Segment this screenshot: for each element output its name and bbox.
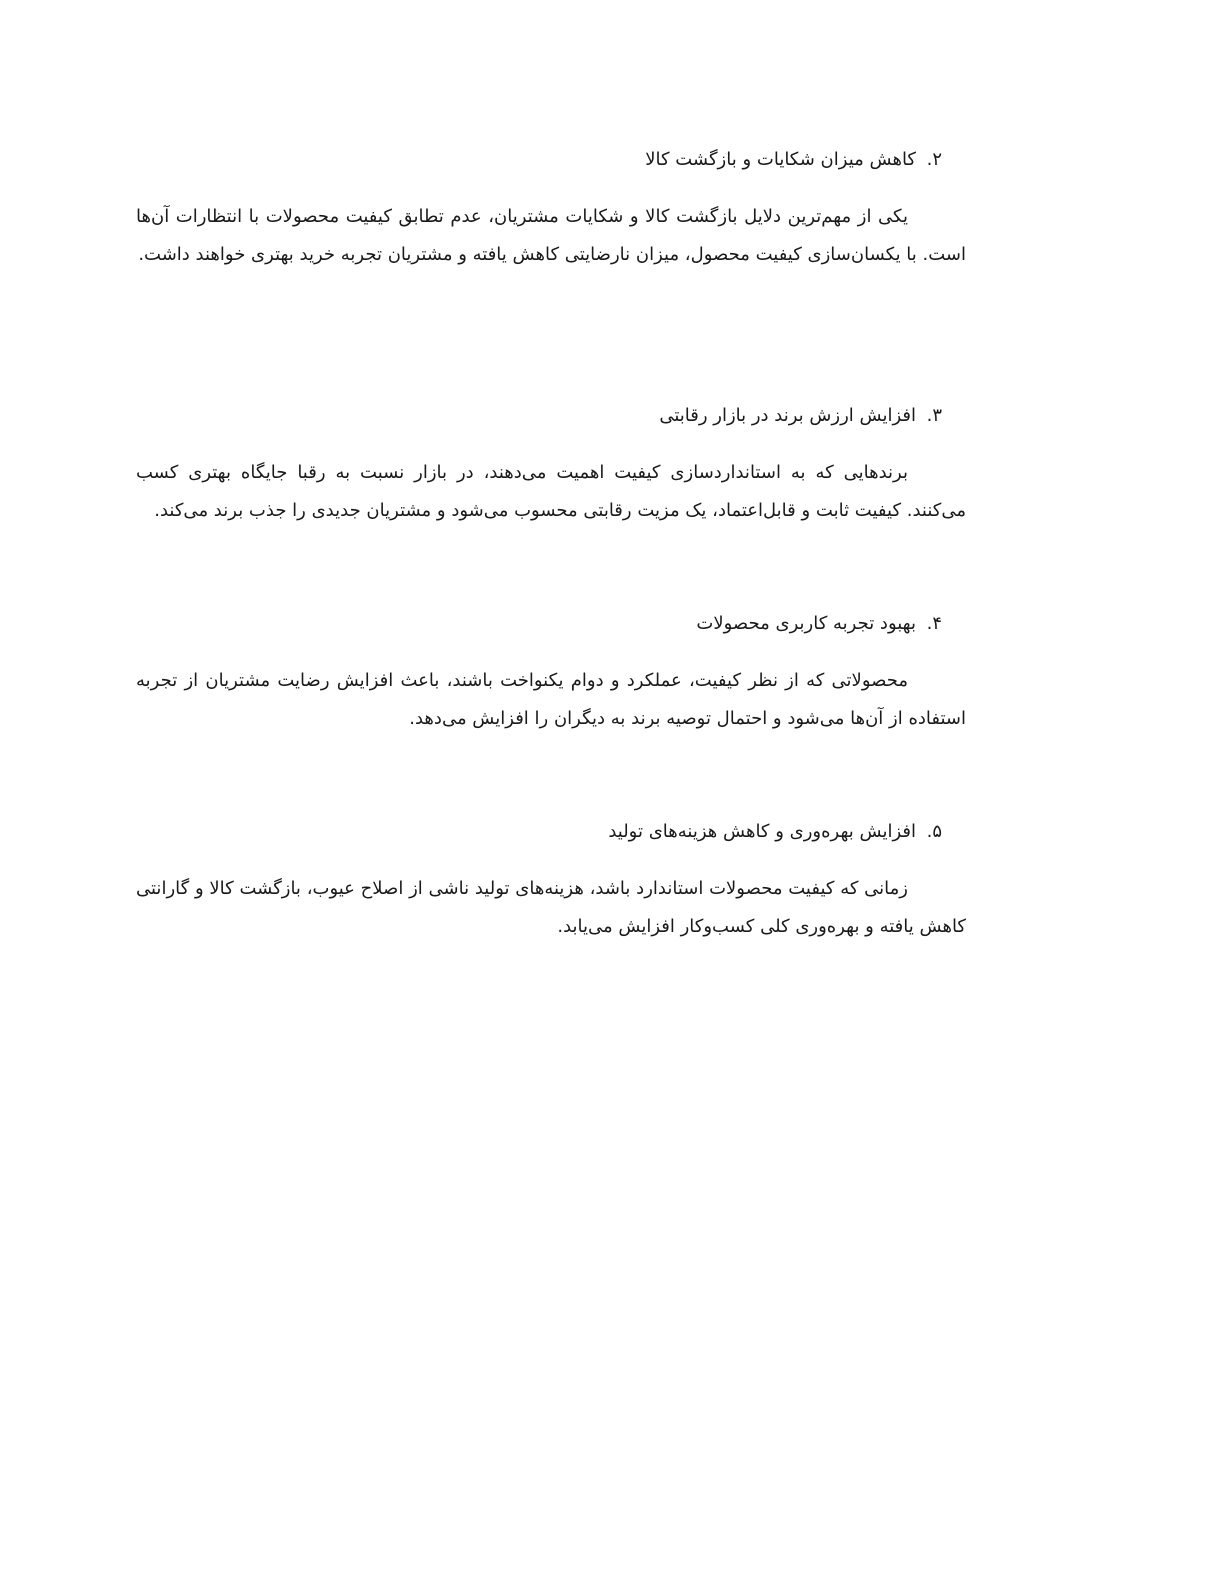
section-paragraph: محصولاتی که از نظر کیفیت، عملکرد و دوام یکنواخت باشند، باعث افزایش رضایت مشتریان از تجربه استفاده از آن‌ها می‌شود و احتمال توصیه برند به دیگران را افزایش می‌دهد. (136, 670, 966, 729)
section-paragraph: زمانی که کیفیت محصولات استاندارد باشد، هزینه‌های تولید ناشی از اصلاح عیوب، بازگشت کالا و گارانتی کاهش یافته و بهره‌وری کلی کسب‌وکار افزایش می‌یابد. (136, 878, 966, 937)
section-number: ۲. (926, 149, 942, 170)
section-title: افزایش ارزش برند در بازار رقابتی (659, 405, 916, 426)
section-heading (136, 818, 966, 846)
section-brand-value (136, 402, 966, 530)
section-title: افزایش بهره‌وری و کاهش هزینه‌های تولید (608, 821, 916, 842)
section-user-experience (136, 610, 966, 738)
section-productivity-costs (136, 818, 966, 946)
section-title: بهبود تجربه کاربری محصولات (696, 613, 916, 634)
section-heading (136, 402, 966, 430)
section-title: کاهش میزان شکایات و بازگشت کالا (645, 149, 916, 170)
section-number: ۵. (926, 821, 942, 842)
section-paragraph: یکی از مهم‌ترین دلایل بازگشت کالا و شکایات مشتریان، عدم تطابق کیفیت محصولات با انتظارات آن‌ها است. با یکسان‌سازی کیفیت محصول، میزان نارضایتی کاهش یافته و مشتریان تجربه خرید بهتری خواهند داشت. (136, 206, 966, 265)
section-number: ۳. (926, 405, 942, 426)
section-heading (136, 146, 966, 174)
section-heading (136, 610, 966, 638)
section-complaints-returns (136, 146, 966, 274)
section-number: ۴. (926, 613, 942, 634)
section-paragraph: برندهایی که به استانداردسازی کیفیت اهمیت می‌دهند، در بازار نسبت به رقبا جایگاه بهتری کسب می‌کنند. کیفیت ثابت و قابل‌اعتماد، یک مزیت رقابتی محسوب می‌شود و مشتریان جدیدی را جذب برند می‌کند. (136, 462, 966, 521)
